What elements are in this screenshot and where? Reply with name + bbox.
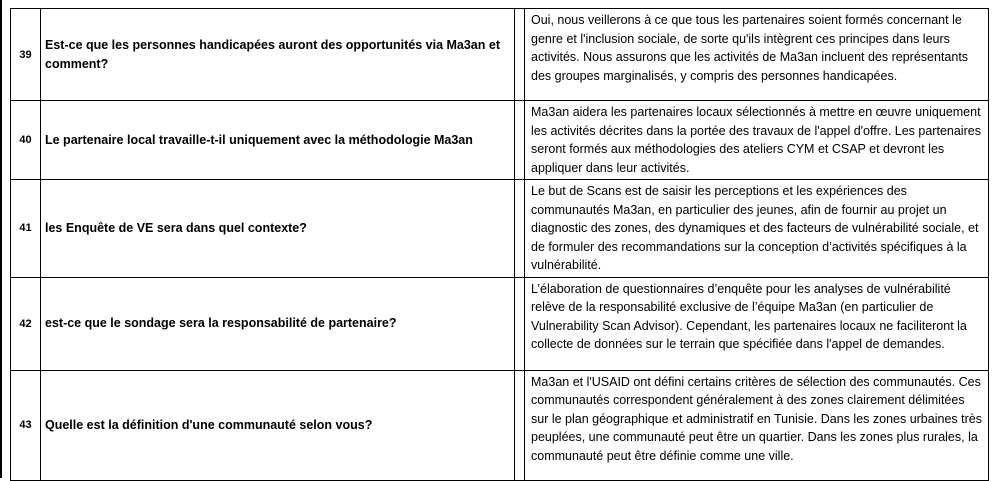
row-number: 39	[11, 9, 41, 101]
spacer-cell	[515, 101, 525, 180]
row-number: 41	[11, 180, 41, 278]
table-row	[11, 370, 989, 480]
question-cell: Le partenaire local travaille-t-il uniquement avec la méthodologie Ma3an	[41, 101, 515, 180]
spacer-cell	[515, 277, 525, 370]
row-number: 42	[11, 277, 41, 370]
row-number: 40	[11, 101, 41, 180]
question-cell: Est-ce que les personnes handicapées auront des opportunités via Ma3an et comment?	[41, 9, 515, 101]
table-row	[11, 180, 989, 278]
question-cell: est-ce que le sondage sera la responsabilité de partenaire?	[41, 277, 515, 370]
table-row	[11, 277, 989, 370]
answer-cell: L’élaboration de questionnaires d’enquête pour les analyses de vulnérabilité relève de la responsabilité exclusive de l’équipe Ma3an (en particulier de Vulnerability Scan Advisor). Cependant, les partenaires locaux ne faciliteront la collecte de données sur le terrain que spécifiée dans l'appel de demandes.	[525, 277, 989, 370]
table-row	[11, 101, 989, 180]
answer-cell: Le but de Scans est de saisir les perceptions et les expériences des communautés Ma3an, en particulier des jeunes, afin de fournir au projet un diagnostic des zones, des dynamiques et des facteurs de vulnérabilité sociale, et de formuler des recommandations sur la conception d’activités spécifiques à la vulnérabilité.	[525, 180, 989, 278]
question-cell: les Enquête de VE sera dans quel contexte?	[41, 180, 515, 278]
answer-cell: Oui, nous veillerons à ce que tous les partenaires soient formés concernant le genre et l'inclusion sociale, de sorte qu'ils intègrent ces principes dans leurs activités. Nous assurons que les activités de Ma3an incluent des représentants des groupes marginalisés, y compris des personnes handicapées.	[525, 9, 989, 101]
row-number: 43	[11, 370, 41, 480]
spacer-cell	[515, 9, 525, 101]
table-row	[11, 9, 989, 101]
spacer-cell	[515, 180, 525, 278]
page-left-rule	[0, 0, 2, 478]
qa-table	[10, 8, 989, 481]
question-cell: Quelle est la définition d'une communauté selon vous?	[41, 370, 515, 480]
answer-cell: Ma3an et l'USAID ont défini certains critères de sélection des communautés. Ces communautés correspondent généralement à des zones clairement délimitées sur le plan géographique et administratif en Tunisie. Dans les zones urbaines très peuplées, une communauté peut être un quartier. Dans les zones plus rurales, la communauté peut être définie comme une ville.	[525, 370, 989, 480]
answer-cell: Ma3an aidera les partenaires locaux sélectionnés à mettre en œuvre uniquement les activités décrites dans la portée des travaux de l'appel d'offre. Les partenaires seront formés aux méthodologies des ateliers CYM et CSAP et devront les appliquer dans leur activités.	[525, 101, 989, 180]
spacer-cell	[515, 370, 525, 480]
